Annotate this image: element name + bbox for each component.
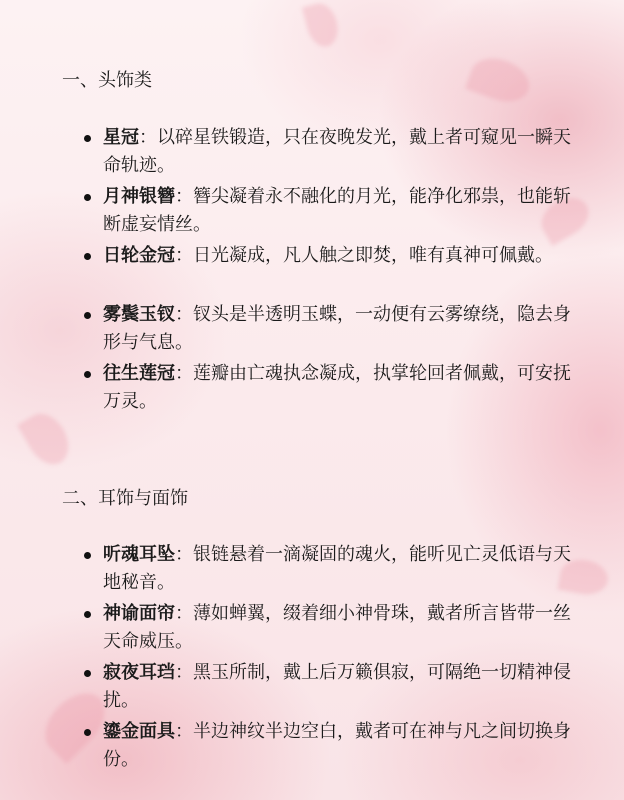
item-name: 星冠 — [103, 127, 139, 148]
bullet — [84, 729, 91, 736]
item-desc: ：簪尖凝着永不融化的月光，能净化邪祟，也能斩断虚妄情丝。 — [103, 186, 571, 235]
item-desc: ：日光凝成，凡人触之即焚，唯有真神可佩戴。 — [175, 245, 553, 266]
bullet — [84, 611, 91, 618]
item-name: 日轮金冠 — [103, 245, 175, 266]
bullet — [84, 371, 91, 378]
section-title: 一、头饰类 — [62, 70, 152, 91]
bullet — [84, 135, 91, 142]
item-desc: ：薄如蝉翼，缀着细小神骨珠，戴者所言皆带一丝天命威压。 — [103, 603, 571, 652]
bullet — [84, 552, 91, 559]
section-title: 二、耳饰与面饰 — [62, 488, 188, 509]
bullet — [84, 253, 91, 260]
item-name: 鎏金面具 — [103, 721, 175, 742]
item-name: 往生莲冠 — [103, 363, 175, 384]
item-desc: ：银链悬着一滴凝固的魂火，能听见亡灵低语与天地秘音。 — [103, 544, 571, 593]
item-name: 雾鬓玉钗 — [103, 304, 175, 325]
item-name: 听魂耳坠 — [103, 544, 175, 565]
item-desc: ：以碎星铁锻造，只在夜晚发光，戴上者可窥见一瞬天命轨迹。 — [103, 127, 571, 176]
bullet — [84, 670, 91, 677]
item-name: 寂夜耳珰 — [103, 662, 175, 683]
item-name: 月神银簪 — [103, 186, 175, 207]
decorative-petal — [302, 0, 342, 50]
bullet — [84, 194, 91, 201]
decorative-petal — [465, 51, 535, 109]
item-name: 神谕面帘 — [103, 603, 175, 624]
item-desc: ：半边神纹半边空白，戴者可在神与凡之间切换身份。 — [103, 721, 571, 770]
bullet — [84, 312, 91, 319]
item-desc: ：黑玉所制，戴上后万籁俱寂，可隔绝一切精神侵扰。 — [103, 662, 571, 711]
item-desc: ：莲瓣由亡魂执念凝成，执掌轮回者佩戴，可安抚万灵。 — [103, 363, 571, 412]
decorative-petal — [17, 406, 77, 472]
item-desc: ：钗头是半透明玉蝶，一动便有云雾缭绕，隐去身形与气息。 — [103, 304, 571, 353]
